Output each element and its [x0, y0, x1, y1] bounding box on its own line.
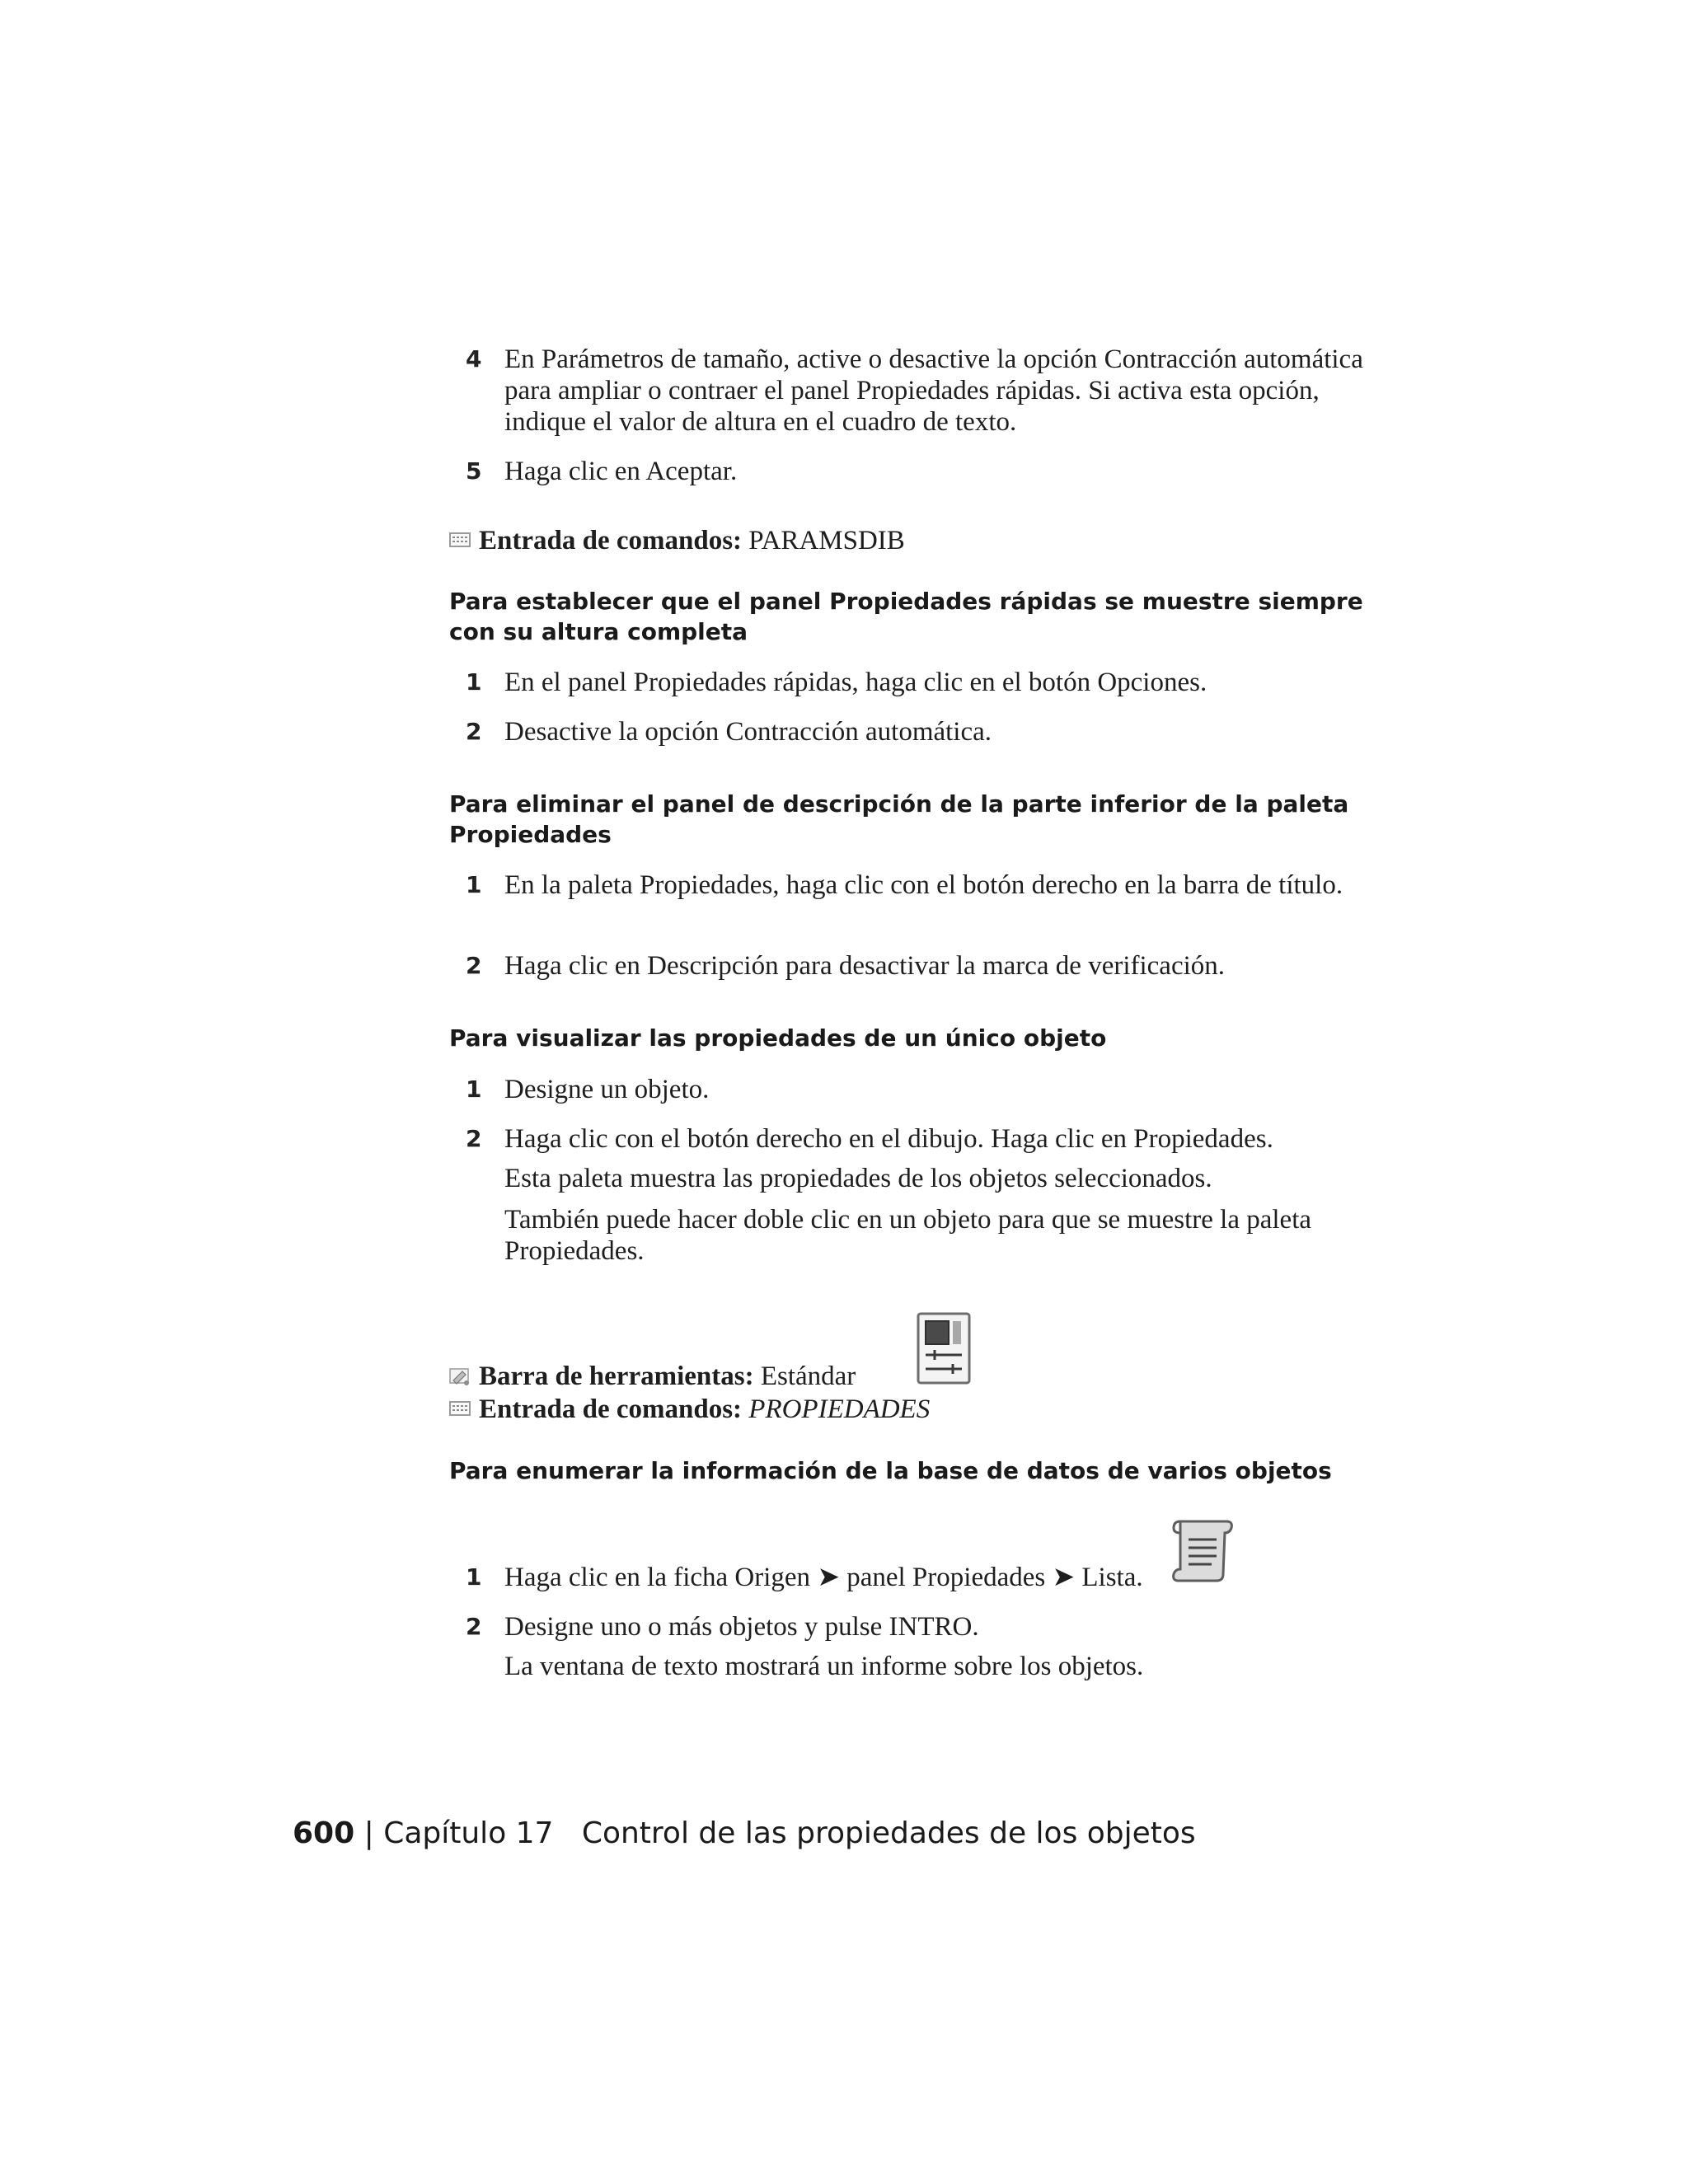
step-number: 1 [466, 1076, 482, 1103]
step-text: En la paleta Propiedades, haga clic con el botón derecho en la barra de título. [504, 870, 1343, 900]
step-text: Haga clic en Descripción para desactivar la marca de verificación. [504, 951, 1226, 981]
step-text: Designe un objeto. [504, 1075, 710, 1104]
step-text: Haga clic con el botón derecho en el dibujo. Haga clic en Propiedades. [504, 1124, 1273, 1154]
step-number: 2 [466, 1613, 482, 1640]
step-number: 4 [466, 345, 482, 373]
command-value: PROPIEDADES [748, 1394, 931, 1424]
step-note: También puede hacer doble clic en un objeto para que se muestre la paleta Propiedades. [504, 1205, 1312, 1266]
step-text [504, 1562, 1370, 1593]
chapter-title: Control de las propiedades de los objetos [581, 1816, 1196, 1850]
section-heading: Para enumerar la información de la base de datos de varios objetos [449, 1457, 1332, 1484]
command-entry [449, 1394, 1191, 1425]
chapter-label: Capítulo 17 [383, 1816, 554, 1850]
command-value: PARAMSDIB [748, 526, 905, 555]
step-note: Esta paleta muestra las propiedades de los objetos seleccionados. [504, 1164, 1212, 1193]
page-number: 600 [293, 1816, 355, 1850]
section-heading: Para visualizar las propiedades de un único objeto [449, 1024, 1107, 1052]
keyboard-icon [449, 532, 471, 547]
step-text-middle: panel Propiedades [846, 1563, 1046, 1592]
step-text: Haga clic en Aceptar. [504, 457, 738, 486]
step-number: 5 [466, 457, 482, 485]
toolbar-value: Estándar [760, 1361, 856, 1391]
section-heading: Para establecer que el panel Propiedades rápidas se muestre siempre con su altura completa [449, 588, 1363, 645]
command-label: Entrada de comandos: [479, 1394, 743, 1424]
step-text: En el panel Propiedades rápidas, haga clic en el botón Opciones. [504, 668, 1207, 697]
step-text: Desactive la opción Contracción automática. [504, 717, 992, 747]
command-label: Entrada de comandos: [479, 526, 743, 555]
step-text-prefix: Haga clic en la ficha Origen [504, 1563, 811, 1592]
arrow-icon: ➤ [1052, 1563, 1076, 1592]
command-entry [449, 525, 1191, 556]
section-heading: Para eliminar el panel de descripción de la parte inferior de la paleta Propiedades [449, 790, 1349, 848]
page-footer [293, 1816, 1196, 1852]
toolbar-entry [449, 1361, 1191, 1392]
step-number: 1 [466, 1563, 482, 1591]
keyboard-icon [449, 1401, 471, 1416]
step-number: 1 [466, 871, 482, 898]
step-number: 1 [466, 668, 482, 696]
step-number: 2 [466, 718, 482, 745]
step-text-suffix: Lista. [1081, 1563, 1143, 1592]
step-text: Designe uno o más objetos y pulse INTRO. [504, 1612, 979, 1642]
step-text: En Parámetros de tamaño, active o desactive la opción Contracción automática para ampliar o contraer el panel Propiedades rápidas. Si activa esta opción, indique el valor de altura en el cuadro de texto. [504, 344, 1363, 437]
arrow-icon: ➤ [817, 1563, 840, 1592]
step-number: 2 [466, 952, 482, 979]
footer-separator: | [363, 1816, 374, 1850]
step-number: 2 [466, 1125, 482, 1152]
toolbar-icon [449, 1366, 471, 1386]
toolbar-label: Barra de herramientas: [479, 1361, 754, 1391]
step-note: La ventana de texto mostrará un informe sobre los objetos. [504, 1652, 1144, 1681]
